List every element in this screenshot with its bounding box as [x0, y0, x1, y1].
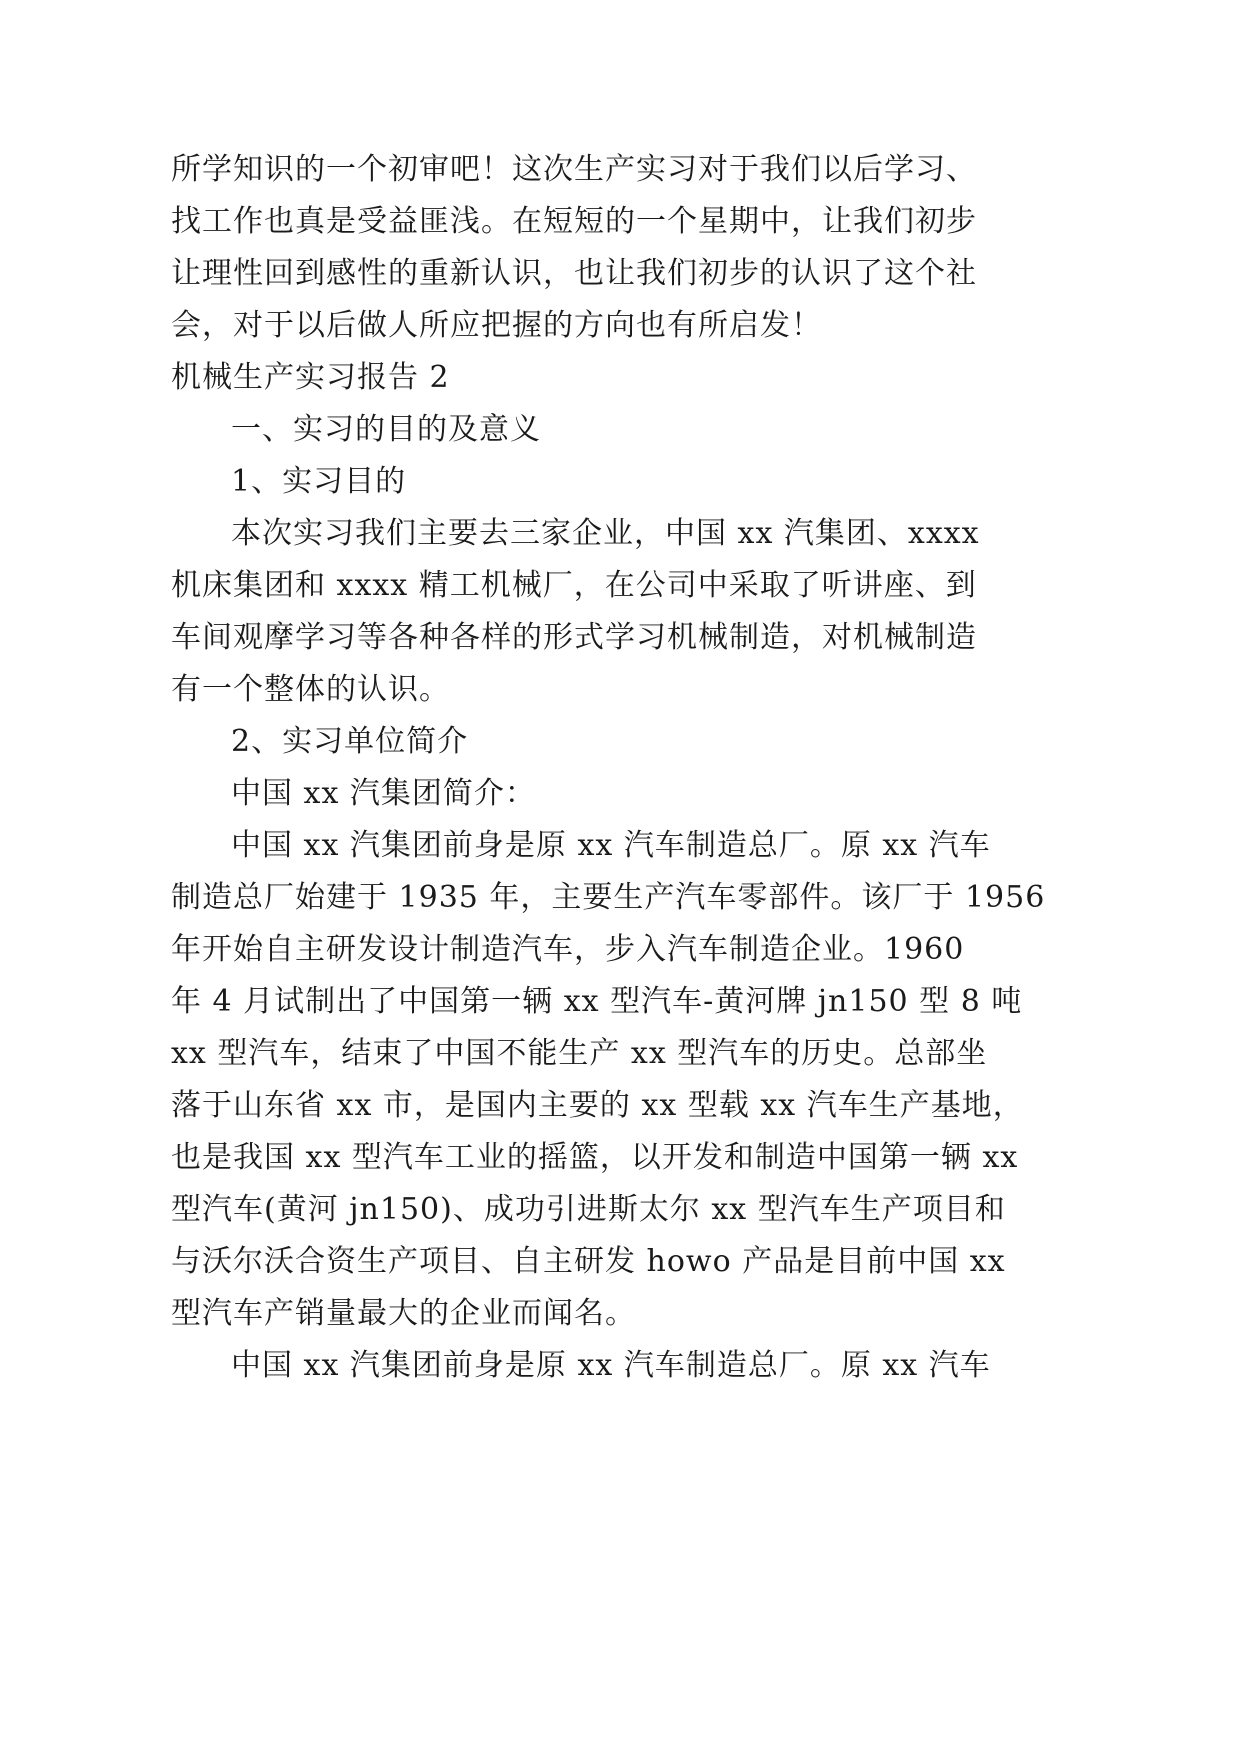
text-line-14: 中国 xx 汽集团前身是原 xx 汽车制造总厂。原 xx 汽车 [231, 828, 991, 863]
text-line-19: 落于山东省 xx 市，是国内主要的 xx 型载 xx 汽车生产基地， [171, 1088, 1024, 1123]
text-line-22: 与沃尔沃合资生产项目、自主研发 howo 产品是目前中国 xx [171, 1244, 1006, 1279]
text-line-8: 本次实习我们主要去三家企业，中国 xx 汽集团、xxxx [231, 516, 980, 551]
text-line-18: xx 型汽车，结束了中国不能生产 xx 型汽车的历史。总部坐 [171, 1036, 988, 1071]
text-line-23: 型汽车产销量最大的企业而闻名。 [171, 1296, 636, 1331]
text-line-1: 所学知识的一个初审吧！这次生产实习对于我们以后学习、 [171, 152, 977, 187]
text-line-4: 会，对于以后做人所应把握的方向也有所启发！ [171, 308, 822, 343]
text-line-21: 型汽车(黄河 jn150)、成功引进斯太尔 xx 型汽车生产项目和 [171, 1192, 1006, 1227]
text-line-10: 车间观摩学习等各种各样的形式学习机械制造，对机械制造 [171, 620, 977, 655]
text-line-2: 找工作也真是受益匪浅。在短短的一个星期中，让我们初步 [171, 204, 977, 239]
section-title: 机械生产实习报告 2 [171, 360, 450, 395]
text-line-9: 机床集团和 xxxx 精工机械厂，在公司中采取了听讲座、到 [171, 568, 977, 603]
text-line-16: 年开始自主研发设计制造汽车，步入汽车制造企业。1960 [171, 932, 965, 967]
text-line-24: 中国 xx 汽集团前身是原 xx 汽车制造总厂。原 xx 汽车 [231, 1348, 991, 1383]
text-line-3: 让理性回到感性的重新认识，也让我们初步的认识了这个社 [171, 256, 977, 291]
subheading-1: 1、实习目的 [231, 464, 407, 499]
text-line-20: 也是我国 xx 型汽车工业的摇篮，以开发和制造中国第一辆 xx [171, 1140, 1019, 1175]
text-line-13: 中国 xx 汽集团简介： [231, 776, 536, 811]
subheading-2: 2、实习单位简介 [231, 724, 469, 759]
text-line-11: 有一个整体的认识。 [171, 672, 450, 707]
text-line-15: 制造总厂始建于 1935 年，主要生产汽车零部件。该厂于 1956 [171, 880, 1046, 915]
heading-1: 一、实习的目的及意义 [231, 412, 541, 447]
text-line-17: 年 4 月试制出了中国第一辆 xx 型汽车-黄河牌 jn150 型 8 吨 [171, 984, 1023, 1019]
